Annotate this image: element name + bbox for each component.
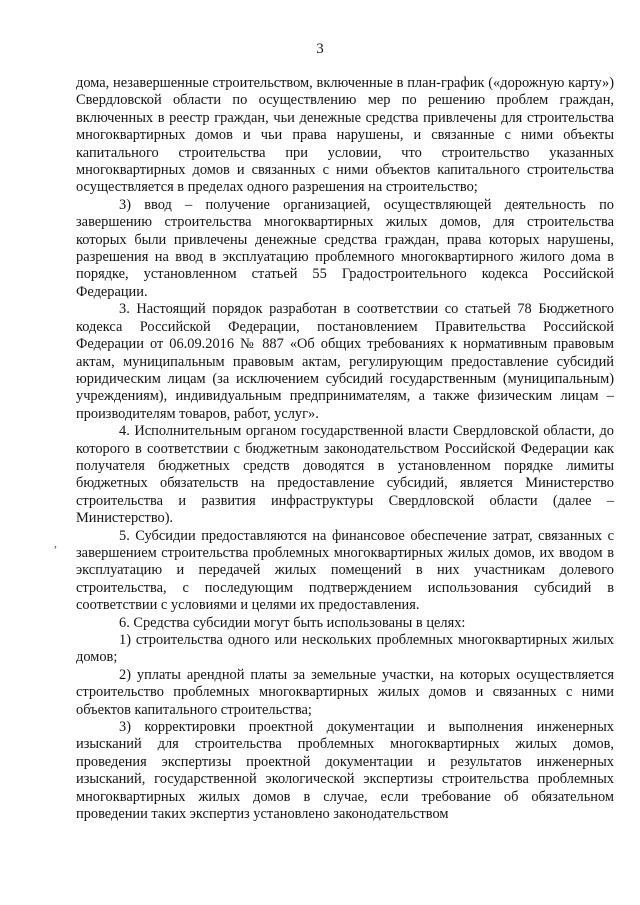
paragraph-6-item-3: 3) корректировки проектной документации и выполнения инженерных изысканий для строительства проблемных многоквартирных жилых домов, проведения экспертизы проектной документации и результатов инженерных изысканий, государственной экологической экспертизы строительства проблемных многоквартирных жилых домов в случае, если требование об обязательном проведении таких экспертиз установлено законодательством	[76, 719, 614, 823]
paragraph-4: 4. Исполнительным органом государственной власти Свердловской области, до которого в соответствии с бюджетным законодательством Российской Федерации как получателя бюджетных средств доводятся в установленном порядке лимиты бюджетных обязательств на предоставление субсидий, является Министерство строительства и развития инфраструктуры Свердловской области (далее – Министерство).	[76, 423, 614, 527]
margin-mark: ,	[54, 536, 57, 550]
paragraph-6: 6. Средства субсидии могут быть использованы в целях:	[119, 614, 466, 631]
paragraph-item-3-vvod: 3) ввод – получение организацией, осуществляющей деятельность по завершению строительства многоквартирных жилых домов, для строительства которых были привлечены денежные средства граждан, права которых нарушены, разрешения на ввод в эксплуатацию проблемного многоквартирного жилого дома в порядке, установленном статьей 55 Градостроительного кодекса Российской Федерации.	[76, 196, 614, 300]
paragraph-6-item-2: 2) уплаты арендной платы за земельные участки, на которых осуществляется строительство проблемных многоквартирных жилых домов и связанных с ними объектов капитального строительства;	[76, 666, 614, 718]
paragraph-5: 5. Субсидии предоставляются на финансовое обеспечение затрат, связанных с завершением строительства проблемных многоквартирных жилых домов, их вводом в эксплуатацию и передачей жилых помещений в них участникам долевого строительства, с последующим подтверждением использования субсидий в соответствии с условиями и целями их предоставления.	[76, 527, 614, 614]
paragraph-6-item-1: 1) строительства одного или нескольких проблемных многоквартирных жилых домов;	[76, 632, 614, 666]
paragraph-continuation: дома, незавершенные строительством, включенные в план-график («дорожную карту») Свердловской области по осуществлению мер по решению проблем граждан, включенных в реестр граждан, чьи денежные средства привлечены для строительства многоквартирных домов и чьи права нарушены, и связанные с ними объекты капитального строительства при условии, что строительство указанных многоквартирных домов и связанных с ними объектов капитального строительства осуществляется в пределах одного разрешения на строительство;	[76, 75, 614, 196]
paragraph-3: 3. Настоящий порядок разработан в соответствии со статьей 78 Бюджетного кодекса Российской Федерации, постановлением Правительства Российской Федерации от 06.09.2016 № 887 «Об общих требованиях к нормативным правовым актам, муниципальным правовым актам, регулирующим предоставление субсидий юридическим лицам (за исключением субсидий государственным (муниципальным) учреждениям), индивидуальным предпринимателям, а также физическим лицам – производителям товаров, работ, услуг».	[76, 301, 614, 422]
page-number: 3	[316, 41, 324, 57]
document-body	[76, 75, 614, 823]
